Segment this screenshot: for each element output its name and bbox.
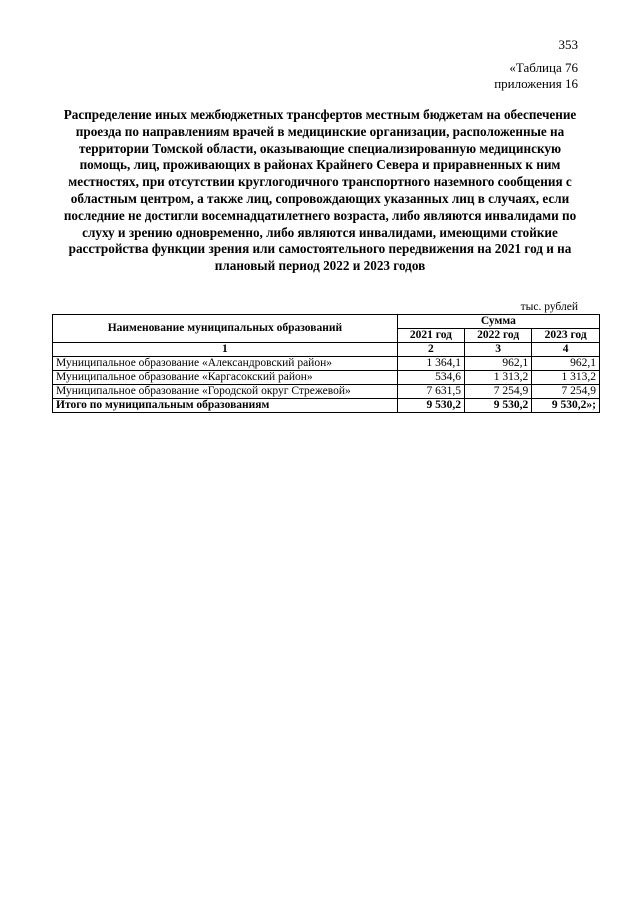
value-2021: 1 364,1 [397, 357, 464, 371]
column-number: 4 [532, 343, 600, 357]
total-row [53, 399, 600, 413]
header-year: 2021 год [397, 329, 464, 343]
value-2023: 962,1 [532, 357, 600, 371]
column-numbers-row [53, 343, 600, 357]
total-2021: 9 530,2 [397, 399, 464, 413]
value-2021: 7 631,5 [397, 385, 464, 399]
budget-table [52, 314, 600, 413]
total-2023: 9 530,2»; [532, 399, 600, 413]
value-2022: 962,1 [465, 357, 532, 371]
table-reference-line: приложения 16 [494, 76, 578, 91]
municipality-name: Муниципальное образование «Каргасокский район» [53, 371, 398, 385]
total-2022: 9 530,2 [465, 399, 532, 413]
municipality-name: Муниципальное образование «Городской округ Стрежевой» [53, 385, 398, 399]
table-reference [494, 60, 578, 92]
table-row [53, 357, 600, 371]
value-2021: 534,6 [397, 371, 464, 385]
table-row [53, 371, 600, 385]
header-year: 2022 год [465, 329, 532, 343]
header-sum: Сумма [397, 315, 599, 329]
value-2022: 7 254,9 [465, 385, 532, 399]
header-name: Наименование муниципальных образований [53, 315, 398, 343]
column-number: 1 [53, 343, 398, 357]
municipality-name: Муниципальное образование «Александровский район» [53, 357, 398, 371]
page-number: 353 [558, 37, 578, 52]
table-reference-line: «Таблица 76 [509, 60, 578, 75]
value-2023: 1 313,2 [532, 371, 600, 385]
table-header-row [53, 315, 600, 329]
document-title: Распределение иных межбюджетных трансфертов местным бюджетам на обеспечение проезда по направлениям врачей в медицинские организации, расположенные на территории Томской области, оказывающие специализированную медицинскую помощь, лиц, проживающих в районах Крайнего Севера и приравненных к ним местностях, при отсутствии круглогодичного транспортного наземного сообщения с областным центром, а также лиц, сопровождающих указанных лиц в случаях, если последние не достигли восемнадцатилетнего возраста, либо являются инвалидами по слуху и зрению одновременно, либо являются инвалидами, имеющими стойкие расстройства функции зрения или самостоятельного передвижения на 2021 год и на плановый период 2022 и 2023 годов [63, 107, 577, 274]
total-label: Итого по муниципальным образованиям [53, 399, 398, 413]
table-row [53, 385, 600, 399]
value-2023: 7 254,9 [532, 385, 600, 399]
value-2022: 1 313,2 [465, 371, 532, 385]
column-number: 3 [465, 343, 532, 357]
header-year: 2023 год [532, 329, 600, 343]
units-label: тыс. рублей [520, 301, 578, 313]
column-number: 2 [397, 343, 464, 357]
